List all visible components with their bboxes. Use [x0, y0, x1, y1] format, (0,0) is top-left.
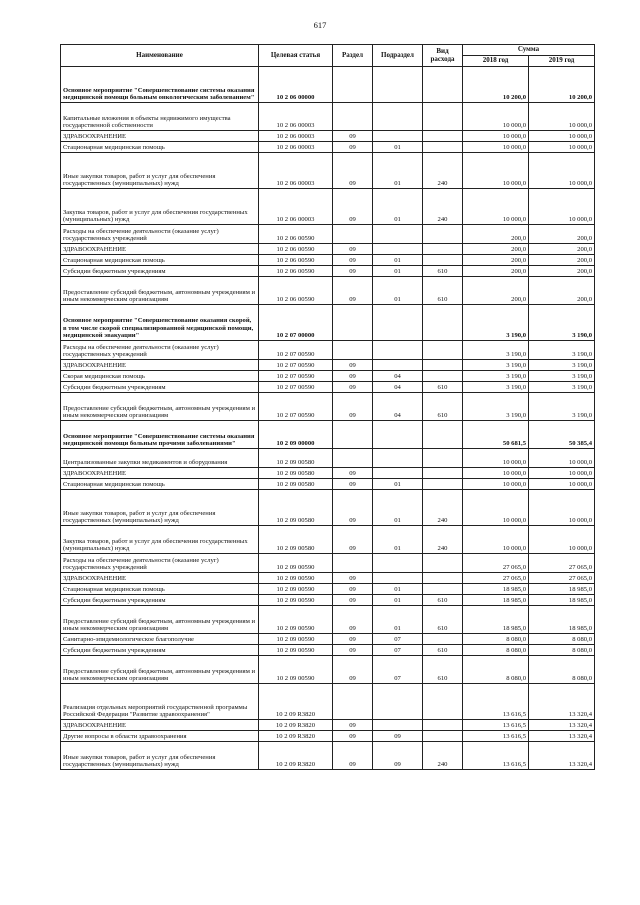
row-amount-2018: 27 065,0: [463, 573, 529, 584]
row-section: [333, 103, 373, 131]
row-target-code: 10 2 07 00590: [259, 360, 333, 371]
row-section: 09: [333, 526, 373, 554]
row-name: Санитарно-эпидемиологическое благополучие: [61, 634, 259, 645]
row-subsection: [373, 341, 423, 360]
row-subsection: 01: [373, 584, 423, 595]
table-row: [61, 153, 595, 189]
table-row: [61, 490, 595, 526]
row-amount-2019: 200,0: [529, 244, 595, 255]
row-subsection: [373, 225, 423, 244]
table-row: [61, 573, 595, 584]
row-subsection: 04: [373, 382, 423, 393]
row-amount-2019: 10 000,0: [529, 103, 595, 131]
header-subsection: Подраздел: [373, 45, 423, 67]
table-row: [61, 131, 595, 142]
row-amount-2019: 10 000,0: [529, 479, 595, 490]
table-row: [61, 255, 595, 266]
row-expense-type: [423, 103, 463, 131]
row-section: 09: [333, 720, 373, 731]
table-row: [61, 103, 595, 131]
row-name: Субсидии бюджетным учреждениям: [61, 382, 259, 393]
page-number: 617: [313, 20, 327, 30]
table-body: [61, 67, 595, 770]
row-target-code: 10 2 06 00590: [259, 225, 333, 244]
row-amount-2018: 3 190,0: [463, 393, 529, 421]
row-name: Закупка товаров, работ и услуг для обеспечения государственных (муниципальных) нужд: [61, 189, 259, 225]
row-subsection: 01: [373, 153, 423, 189]
row-target-code: 10 2 09 00580: [259, 449, 333, 468]
row-expense-type: 610: [423, 266, 463, 277]
row-section: 09: [333, 742, 373, 770]
row-amount-2018: 10 000,0: [463, 449, 529, 468]
table-row: [61, 371, 595, 382]
row-amount-2019: 18 985,0: [529, 595, 595, 606]
header-expense-type: Вид расхода: [423, 45, 463, 67]
row-name: Основное мероприятие "Совершенствование системы оказания медицинской помощи больным онкологическим заболеванием": [61, 67, 259, 103]
row-amount-2019: 10 000,0: [529, 468, 595, 479]
row-amount-2018: 13 616,5: [463, 720, 529, 731]
row-expense-type: [423, 131, 463, 142]
row-expense-type: [423, 421, 463, 449]
row-subsection: 01: [373, 142, 423, 153]
row-amount-2019: 3 190,0: [529, 393, 595, 421]
table-row: [61, 225, 595, 244]
row-target-code: 10 2 07 00590: [259, 393, 333, 421]
row-target-code: 10 2 06 00003: [259, 142, 333, 153]
row-name: Другие вопросы в области здравоохранения: [61, 731, 259, 742]
row-section: [333, 449, 373, 468]
row-amount-2019: 18 985,0: [529, 606, 595, 634]
table-row: [61, 606, 595, 634]
row-name: ЗДРАВООХРАНЕНИЕ: [61, 131, 259, 142]
row-amount-2018: 8 080,0: [463, 645, 529, 656]
table-row: [61, 468, 595, 479]
row-target-code: 10 2 06 00000: [259, 67, 333, 103]
row-section: 09: [333, 584, 373, 595]
row-target-code: 10 2 09 R3820: [259, 742, 333, 770]
table-row: [61, 449, 595, 468]
row-section: [333, 225, 373, 244]
row-subsection: 01: [373, 606, 423, 634]
row-expense-type: [423, 371, 463, 382]
table-row: [61, 393, 595, 421]
row-target-code: 10 2 09 00590: [259, 573, 333, 584]
row-expense-type: [423, 360, 463, 371]
row-name: Стационарная медицинская помощь: [61, 255, 259, 266]
row-name: Стационарная медицинская помощь: [61, 142, 259, 153]
row-amount-2019: 8 080,0: [529, 645, 595, 656]
row-subsection: [373, 468, 423, 479]
row-expense-type: 240: [423, 526, 463, 554]
row-amount-2018: 8 080,0: [463, 634, 529, 645]
header-section: Раздел: [333, 45, 373, 67]
row-expense-type: 610: [423, 277, 463, 305]
row-name: ЗДРАВООХРАНЕНИЕ: [61, 468, 259, 479]
row-subsection: 07: [373, 656, 423, 684]
row-amount-2019: 8 080,0: [529, 656, 595, 684]
row-section: [333, 305, 373, 341]
row-expense-type: [423, 584, 463, 595]
row-amount-2019: 27 065,0: [529, 554, 595, 573]
row-amount-2018: 10 000,0: [463, 490, 529, 526]
row-amount-2019: 13 320,4: [529, 731, 595, 742]
row-amount-2019: 200,0: [529, 277, 595, 305]
row-amount-2019: 10 000,0: [529, 449, 595, 468]
row-section: 09: [333, 490, 373, 526]
row-section: 09: [333, 360, 373, 371]
row-section: 09: [333, 573, 373, 584]
table-row: [61, 341, 595, 360]
row-name: Основное мероприятие "Совершенствование системы оказания медицинской помощи больным прочими заболеваниями": [61, 421, 259, 449]
row-amount-2018: 10 000,0: [463, 142, 529, 153]
row-amount-2018: 3 190,0: [463, 382, 529, 393]
row-section: 09: [333, 479, 373, 490]
row-target-code: 10 2 09 00590: [259, 584, 333, 595]
row-amount-2019: 200,0: [529, 266, 595, 277]
row-expense-type: [423, 468, 463, 479]
row-amount-2019: 10 000,0: [529, 142, 595, 153]
row-subsection: [373, 244, 423, 255]
table-row: [61, 656, 595, 684]
row-target-code: 10 2 09 R3820: [259, 720, 333, 731]
table-row: [61, 720, 595, 731]
row-section: [333, 684, 373, 720]
row-expense-type: [423, 554, 463, 573]
table-row: [61, 244, 595, 255]
table-row: [61, 277, 595, 305]
row-section: 09: [333, 371, 373, 382]
row-amount-2018: 10 000,0: [463, 479, 529, 490]
row-expense-type: [423, 225, 463, 244]
row-subsection: [373, 573, 423, 584]
row-amount-2019: 3 190,0: [529, 341, 595, 360]
row-subsection: 09: [373, 742, 423, 770]
row-expense-type: 240: [423, 153, 463, 189]
row-name: Расходы на обеспечение деятельности (оказание услуг) государственных учреждений: [61, 554, 259, 573]
row-subsection: 01: [373, 490, 423, 526]
row-target-code: 10 2 09 00580: [259, 526, 333, 554]
row-section: 09: [333, 153, 373, 189]
row-expense-type: [423, 449, 463, 468]
row-amount-2018: 200,0: [463, 255, 529, 266]
row-subsection: [373, 103, 423, 131]
row-name: Иные закупки товаров, работ и услуг для обеспечения государственных (муниципальных) нужд: [61, 742, 259, 770]
row-subsection: 01: [373, 255, 423, 266]
table-row: [61, 584, 595, 595]
row-name: Расходы на обеспечение деятельности (оказание услуг) государственных учреждений: [61, 225, 259, 244]
row-target-code: 10 2 09 00590: [259, 634, 333, 645]
row-name: ЗДРАВООХРАНЕНИЕ: [61, 244, 259, 255]
row-expense-type: [423, 341, 463, 360]
header-target: Целевая статья: [259, 45, 333, 67]
row-amount-2019: 10 000,0: [529, 189, 595, 225]
row-amount-2019: 200,0: [529, 225, 595, 244]
row-amount-2018: 8 080,0: [463, 656, 529, 684]
row-section: 09: [333, 595, 373, 606]
row-expense-type: 610: [423, 382, 463, 393]
row-expense-type: [423, 67, 463, 103]
row-target-code: 10 2 06 00003: [259, 189, 333, 225]
row-name: Субсидии бюджетным учреждениям: [61, 595, 259, 606]
row-amount-2019: 50 385,4: [529, 421, 595, 449]
row-subsection: [373, 131, 423, 142]
row-name: Иные закупки товаров, работ и услуг для обеспечения государственных (муниципальных) нужд: [61, 490, 259, 526]
header-year-2018: 2018 год: [463, 56, 529, 67]
row-section: 09: [333, 189, 373, 225]
table-row: [61, 479, 595, 490]
row-target-code: 10 2 06 00590: [259, 277, 333, 305]
table-row: [61, 742, 595, 770]
row-target-code: 10 2 09 00590: [259, 554, 333, 573]
row-subsection: 01: [373, 526, 423, 554]
row-amount-2019: 3 190,0: [529, 360, 595, 371]
row-subsection: [373, 305, 423, 341]
row-amount-2018: 200,0: [463, 266, 529, 277]
row-name: ЗДРАВООХРАНЕНИЕ: [61, 720, 259, 731]
row-section: [333, 554, 373, 573]
row-target-code: 10 2 09 00590: [259, 645, 333, 656]
row-name: Скорая медицинская помощь: [61, 371, 259, 382]
row-amount-2018: 50 681,5: [463, 421, 529, 449]
row-name: Расходы на обеспечение деятельности (оказание услуг) государственных учреждений: [61, 341, 259, 360]
header-name: Наименование: [61, 45, 259, 67]
row-subsection: 01: [373, 479, 423, 490]
row-subsection: 07: [373, 634, 423, 645]
row-amount-2019: 3 190,0: [529, 382, 595, 393]
row-amount-2019: 10 000,0: [529, 490, 595, 526]
row-amount-2018: 18 985,0: [463, 606, 529, 634]
row-name: Предоставление субсидий бюджетным, автономным учреждениям и иным некоммерческим организациям: [61, 277, 259, 305]
row-subsection: [373, 449, 423, 468]
row-section: 09: [333, 382, 373, 393]
row-expense-type: [423, 142, 463, 153]
header-year-2019: 2019 год: [529, 56, 595, 67]
row-target-code: 10 2 09 R3820: [259, 731, 333, 742]
row-amount-2018: 3 190,0: [463, 360, 529, 371]
row-section: [333, 421, 373, 449]
row-amount-2019: 3 190,0: [529, 305, 595, 341]
row-name: Предоставление субсидий бюджетным, автономным учреждениям и иным некоммерческим организациям: [61, 393, 259, 421]
row-amount-2019: 8 080,0: [529, 634, 595, 645]
row-expense-type: [423, 305, 463, 341]
row-name: Реализация отдельных мероприятий государственной программы Российской Федерации "Развитие здравоохранения": [61, 684, 259, 720]
row-section: 09: [333, 634, 373, 645]
row-subsection: 01: [373, 189, 423, 225]
row-expense-type: 610: [423, 393, 463, 421]
row-amount-2018: 10 000,0: [463, 103, 529, 131]
row-subsection: 04: [373, 393, 423, 421]
row-amount-2018: 13 616,5: [463, 684, 529, 720]
table-row: [61, 360, 595, 371]
row-expense-type: 610: [423, 595, 463, 606]
row-amount-2018: 200,0: [463, 244, 529, 255]
row-amount-2018: 10 000,0: [463, 526, 529, 554]
row-target-code: 10 2 06 00590: [259, 244, 333, 255]
table-row: [61, 189, 595, 225]
row-target-code: 10 2 09 00590: [259, 595, 333, 606]
row-target-code: 10 2 09 00590: [259, 606, 333, 634]
row-expense-type: [423, 720, 463, 731]
row-subsection: [373, 67, 423, 103]
row-section: 09: [333, 645, 373, 656]
row-target-code: 10 2 09 00580: [259, 468, 333, 479]
row-expense-type: 240: [423, 490, 463, 526]
row-target-code: 10 2 07 00000: [259, 305, 333, 341]
row-target-code: 10 2 09 00590: [259, 656, 333, 684]
table-row: [61, 305, 595, 341]
row-target-code: 10 2 07 00590: [259, 371, 333, 382]
row-subsection: [373, 720, 423, 731]
row-amount-2019: 200,0: [529, 255, 595, 266]
table-row: [61, 645, 595, 656]
row-expense-type: [423, 479, 463, 490]
table-row: [61, 266, 595, 277]
row-subsection: 07: [373, 645, 423, 656]
row-name: Предоставление субсидий бюджетным, автономным учреждениям и иным некоммерческим организациям: [61, 656, 259, 684]
row-amount-2019: 13 320,4: [529, 742, 595, 770]
row-subsection: 01: [373, 595, 423, 606]
row-subsection: [373, 360, 423, 371]
row-amount-2018: 10 000,0: [463, 468, 529, 479]
row-amount-2018: 10 000,0: [463, 189, 529, 225]
row-target-code: 10 2 06 00003: [259, 131, 333, 142]
row-section: 09: [333, 266, 373, 277]
row-expense-type: 610: [423, 656, 463, 684]
row-expense-type: 610: [423, 606, 463, 634]
row-section: [333, 67, 373, 103]
row-name: Стационарная медицинская помощь: [61, 479, 259, 490]
budget-table: [60, 44, 595, 770]
row-expense-type: [423, 634, 463, 645]
row-amount-2019: 13 320,4: [529, 684, 595, 720]
row-expense-type: 610: [423, 645, 463, 656]
row-target-code: 10 2 09 R3820: [259, 684, 333, 720]
row-amount-2018: 10 000,0: [463, 131, 529, 142]
row-section: 09: [333, 393, 373, 421]
row-expense-type: [423, 255, 463, 266]
row-name: Стационарная медицинская помощь: [61, 584, 259, 595]
table-row: [61, 382, 595, 393]
row-target-code: 10 2 09 00000: [259, 421, 333, 449]
row-target-code: 10 2 06 00003: [259, 103, 333, 131]
row-section: 09: [333, 277, 373, 305]
table-row: [61, 526, 595, 554]
row-name: Субсидии бюджетным учреждениям: [61, 645, 259, 656]
row-subsection: 09: [373, 731, 423, 742]
row-section: 09: [333, 142, 373, 153]
row-amount-2018: 10 200,0: [463, 67, 529, 103]
table-row: [61, 554, 595, 573]
row-name: Закупка товаров, работ и услуг для обеспечения государственных (муниципальных) нужд: [61, 526, 259, 554]
row-target-code: 10 2 07 00590: [259, 341, 333, 360]
table-row: [61, 684, 595, 720]
row-amount-2019: 10 200,0: [529, 67, 595, 103]
row-amount-2019: 27 065,0: [529, 573, 595, 584]
row-expense-type: 240: [423, 742, 463, 770]
table-row: [61, 421, 595, 449]
table-row: [61, 634, 595, 645]
row-subsection: 04: [373, 371, 423, 382]
row-subsection: 01: [373, 266, 423, 277]
row-name: Предоставление субсидий бюджетным, автономным учреждениям и иным некоммерческим организациям: [61, 606, 259, 634]
row-subsection: [373, 421, 423, 449]
row-target-code: 10 2 06 00590: [259, 255, 333, 266]
row-section: 09: [333, 656, 373, 684]
table-row: [61, 67, 595, 103]
row-section: 09: [333, 731, 373, 742]
row-amount-2018: 27 065,0: [463, 554, 529, 573]
table-row: [61, 731, 595, 742]
row-section: [333, 341, 373, 360]
row-amount-2018: 18 985,0: [463, 595, 529, 606]
row-amount-2018: 13 616,5: [463, 731, 529, 742]
row-target-code: 10 2 06 00590: [259, 266, 333, 277]
row-amount-2018: 3 190,0: [463, 371, 529, 382]
row-target-code: 10 2 09 00580: [259, 479, 333, 490]
header-amount: Сумма: [463, 45, 595, 56]
row-expense-type: [423, 244, 463, 255]
row-subsection: [373, 684, 423, 720]
row-target-code: 10 2 06 00003: [259, 153, 333, 189]
table-row: [61, 595, 595, 606]
row-subsection: [373, 554, 423, 573]
row-amount-2018: 13 616,5: [463, 742, 529, 770]
row-amount-2019: 13 320,4: [529, 720, 595, 731]
row-amount-2019: 10 000,0: [529, 153, 595, 189]
row-name: Основное мероприятие "Совершенствование оказания скорой, в том числе скорой специализированной медицинской помощи, медицинской эвакуации": [61, 305, 259, 341]
row-expense-type: 240: [423, 189, 463, 225]
row-name: Субсидии бюджетным учреждениям: [61, 266, 259, 277]
row-section: 09: [333, 606, 373, 634]
row-section: 09: [333, 255, 373, 266]
row-amount-2018: 18 985,0: [463, 584, 529, 595]
row-amount-2018: 200,0: [463, 277, 529, 305]
row-name: ЗДРАВООХРАНЕНИЕ: [61, 360, 259, 371]
row-section: 09: [333, 468, 373, 479]
row-amount-2019: 3 190,0: [529, 371, 595, 382]
row-amount-2018: 3 190,0: [463, 341, 529, 360]
row-section: 09: [333, 131, 373, 142]
row-amount-2019: 10 000,0: [529, 526, 595, 554]
row-name: Централизованные закупки медикаментов и оборудования: [61, 449, 259, 468]
row-name: ЗДРАВООХРАНЕНИЕ: [61, 573, 259, 584]
row-name: Капитальные вложения в объекты недвижимого имущества государственной собственности: [61, 103, 259, 131]
row-target-code: 10 2 07 00590: [259, 382, 333, 393]
row-subsection: 01: [373, 277, 423, 305]
row-amount-2019: 10 000,0: [529, 131, 595, 142]
row-target-code: 10 2 09 00580: [259, 490, 333, 526]
row-expense-type: [423, 684, 463, 720]
row-name: Иные закупки товаров, работ и услуг для обеспечения государственных (муниципальных) нужд: [61, 153, 259, 189]
row-expense-type: [423, 731, 463, 742]
row-amount-2018: 10 000,0: [463, 153, 529, 189]
row-expense-type: [423, 573, 463, 584]
table-row: [61, 142, 595, 153]
row-amount-2019: 18 985,0: [529, 584, 595, 595]
row-amount-2018: 3 190,0: [463, 305, 529, 341]
row-section: 09: [333, 244, 373, 255]
row-amount-2018: 200,0: [463, 225, 529, 244]
